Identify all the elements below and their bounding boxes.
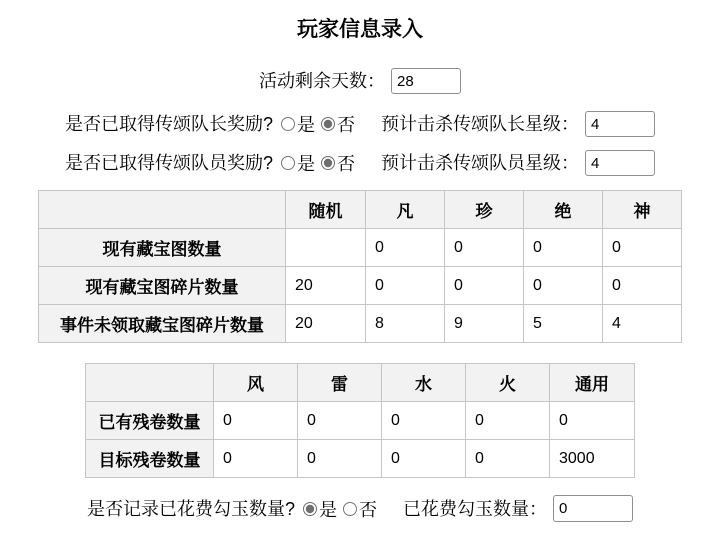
owned-scroll-water-input[interactable]	[382, 402, 465, 439]
activity-days-label: 活动剩余天数：	[259, 71, 385, 91]
scroll-col-fire: 火	[466, 364, 550, 402]
scroll-col-thunder: 雷	[298, 364, 382, 402]
fragments-god-input[interactable]	[603, 267, 681, 304]
treasure-maps-god-input[interactable]	[603, 229, 681, 266]
owned-scroll-thunder-input[interactable]	[298, 402, 381, 439]
jade-record-question: 是否记录已花费勾玉数量?	[86, 498, 295, 519]
jade-record-no-label[interactable]: 否	[359, 499, 377, 520]
jade-record-yes-radio[interactable]	[303, 502, 317, 516]
captain-star-input[interactable]	[585, 111, 655, 137]
treasure-maps-rare-input[interactable]	[445, 229, 523, 266]
treasure-maps-common-input[interactable]	[366, 229, 444, 266]
captain-reward-yes-option[interactable]	[281, 111, 315, 137]
jade-record-yes-label[interactable]: 是	[319, 499, 337, 520]
table-row	[86, 440, 635, 478]
table-row	[39, 305, 682, 343]
captain-reward-yes-radio[interactable]	[281, 117, 295, 131]
captain-reward-no-label[interactable]: 否	[337, 115, 355, 135]
event-fragments-random-input[interactable]	[286, 305, 365, 342]
scroll-table-corner	[86, 364, 214, 402]
fragments-unique-input[interactable]	[524, 267, 602, 304]
owned-scroll-universal-input[interactable]	[550, 402, 634, 439]
scroll-col-wind: 风	[214, 364, 298, 402]
target-scroll-fire-input[interactable]	[466, 440, 549, 477]
jade-row	[0, 495, 720, 522]
treasure-cell-empty	[286, 229, 366, 267]
scroll-row-label-owned: 已有残卷数量	[86, 402, 214, 440]
treasure-col-god: 神	[603, 191, 682, 229]
captain-reward-no-option[interactable]	[321, 111, 355, 137]
treasure-maps-unique-input[interactable]	[524, 229, 602, 266]
scroll-row-label-target: 目标残卷数量	[86, 440, 214, 478]
table-row	[39, 267, 682, 305]
treasure-row-label-fragments: 现有藏宝图碎片数量	[39, 267, 286, 305]
treasure-col-rare: 珍	[445, 191, 524, 229]
captain-reward-radio-group	[281, 111, 355, 137]
event-fragments-common-input[interactable]	[366, 305, 444, 342]
captain-reward-row	[0, 111, 720, 137]
jade-record-yes-option[interactable]	[303, 496, 337, 522]
treasure-map-table	[38, 190, 682, 343]
owned-scroll-wind-input[interactable]	[214, 402, 297, 439]
member-star-label: 预计击杀传颂队员星级：	[381, 153, 579, 173]
treasure-col-common: 凡	[366, 191, 445, 229]
fragments-common-input[interactable]	[366, 267, 444, 304]
jade-record-no-radio[interactable]	[343, 502, 357, 516]
member-reward-no-radio[interactable]	[321, 156, 335, 170]
member-reward-no-label[interactable]: 否	[337, 154, 355, 174]
event-fragments-unique-input[interactable]	[524, 305, 602, 342]
treasure-table-header-row	[39, 191, 682, 229]
treasure-table-corner	[39, 191, 286, 229]
target-scroll-universal-input[interactable]	[550, 440, 634, 477]
event-fragments-god-input[interactable]	[603, 305, 681, 342]
member-reward-yes-label[interactable]: 是	[297, 154, 315, 174]
table-row	[86, 402, 635, 440]
scroll-table	[85, 363, 635, 478]
event-fragments-rare-input[interactable]	[445, 305, 523, 342]
captain-star-label: 预计击杀传颂队长星级：	[381, 114, 579, 134]
member-reward-yes-radio[interactable]	[281, 156, 295, 170]
activity-days-row	[0, 68, 720, 94]
captain-reward-question: 是否已取得传颂队长奖励?	[64, 114, 273, 134]
member-reward-row	[0, 150, 720, 176]
jade-record-radio-group	[303, 496, 377, 522]
target-scroll-wind-input[interactable]	[214, 440, 297, 477]
jade-record-no-option[interactable]	[343, 496, 377, 522]
treasure-row-label-maps: 现有藏宝图数量	[39, 229, 286, 267]
page-title: 玩家信息录入	[297, 18, 423, 41]
jade-amount-label: 已花费勾玉数量：	[403, 498, 547, 519]
member-reward-question: 是否已取得传颂队员奖励?	[64, 153, 273, 173]
treasure-col-random: 随机	[286, 191, 366, 229]
activity-days-input[interactable]	[391, 68, 461, 94]
member-reward-no-option[interactable]	[321, 150, 355, 176]
member-reward-radio-group	[281, 150, 355, 176]
captain-reward-yes-label[interactable]: 是	[297, 115, 315, 135]
member-star-input[interactable]	[585, 150, 655, 176]
owned-scroll-fire-input[interactable]	[466, 402, 549, 439]
scroll-col-universal: 通用	[550, 364, 635, 402]
treasure-col-unique: 绝	[524, 191, 603, 229]
scroll-col-water: 水	[382, 364, 466, 402]
jade-amount-input[interactable]	[553, 495, 633, 522]
fragments-rare-input[interactable]	[445, 267, 523, 304]
treasure-row-label-event-fragments: 事件未领取藏宝图碎片数量	[39, 305, 286, 343]
scroll-table-header-row	[86, 364, 635, 402]
captain-reward-no-radio[interactable]	[321, 117, 335, 131]
member-reward-yes-option[interactable]	[281, 150, 315, 176]
target-scroll-thunder-input[interactable]	[298, 440, 381, 477]
table-row	[39, 229, 682, 267]
fragments-random-input[interactable]	[286, 267, 365, 304]
target-scroll-water-input[interactable]	[382, 440, 465, 477]
